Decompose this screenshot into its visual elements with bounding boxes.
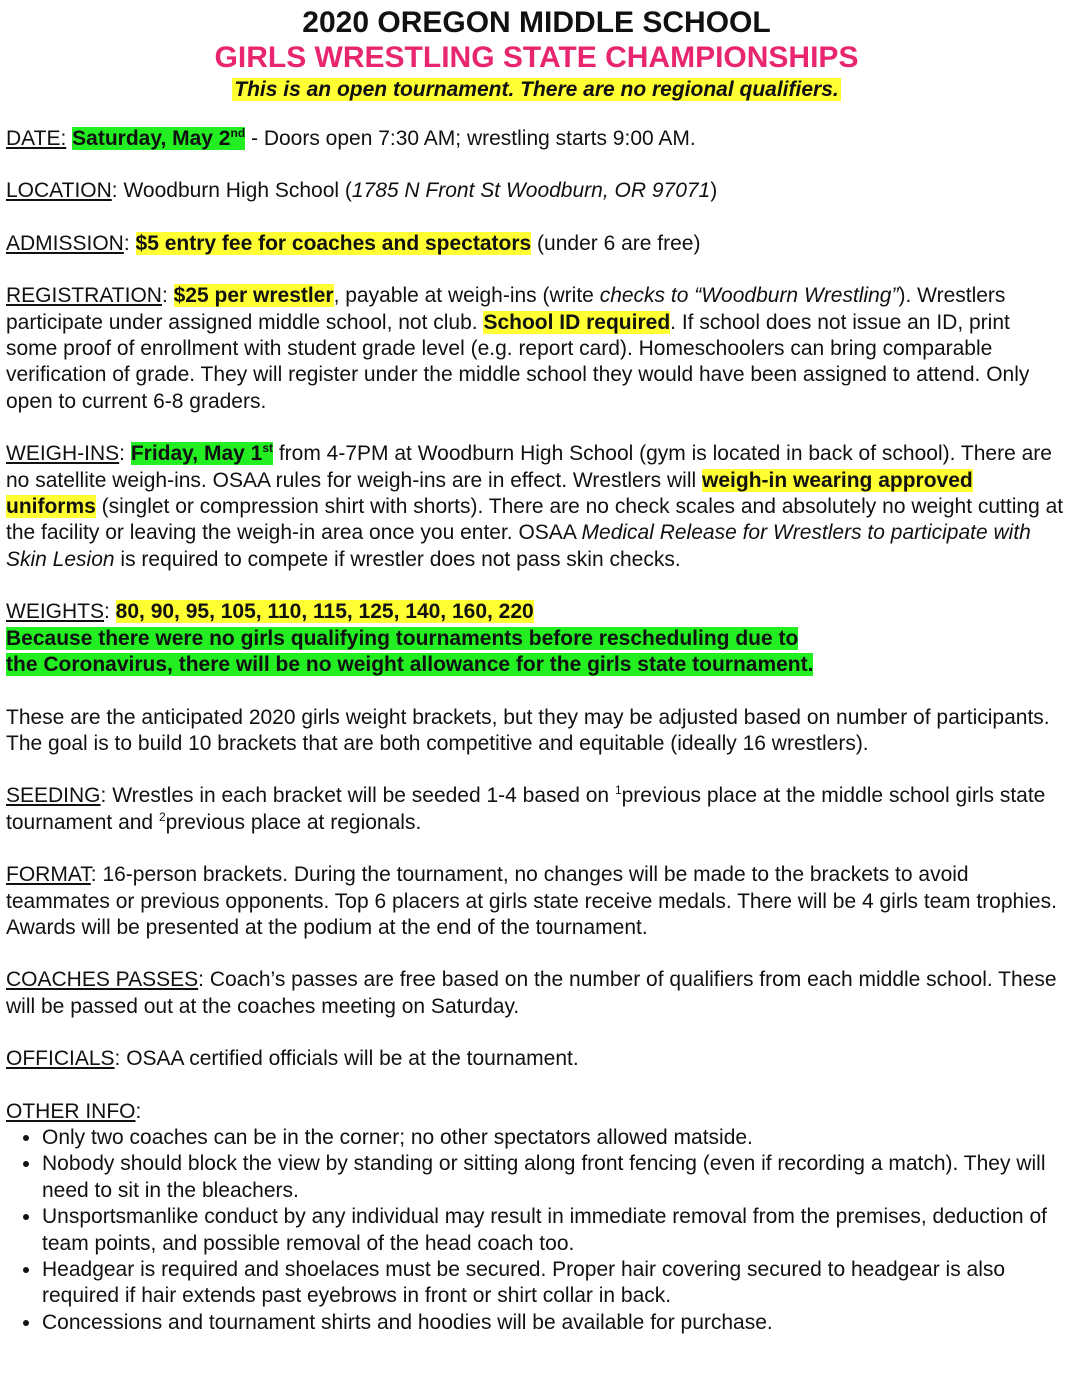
weighins-date-highlight bbox=[131, 442, 273, 465]
seeding-footnote-2: 2 bbox=[158, 809, 166, 824]
list-item: • Only two coaches can be in the corner; no other spectators allowed matside. bbox=[42, 1125, 1067, 1151]
registration-checks: checks to “Woodburn Wrestling” bbox=[599, 284, 899, 308]
weight-allowance-notice-2: the Coronavirus, there will be no weight allowance for the girls state tournament. bbox=[6, 653, 814, 677]
weight-allowance-notice-1: Because there were no girls qualifying tournaments before rescheduling due to bbox=[6, 626, 799, 650]
other-info-colon: : bbox=[135, 1099, 142, 1123]
coaches-passes-section bbox=[6, 967, 1067, 1020]
weighins-text-3: is required to compete if wrestler does not pass skin checks. bbox=[114, 547, 681, 571]
weighins-colon: : bbox=[119, 442, 131, 466]
registration-section bbox=[6, 283, 1067, 415]
registration-text: , payable at weigh-ins (write bbox=[333, 284, 600, 308]
admission-section bbox=[6, 231, 1067, 257]
admission-colon: : bbox=[123, 231, 136, 255]
coaches-passes-text: : Coach’s passes are free based on the number of qualifiers from each middle school. These will be passed out at the coaches meeting on Saturday. bbox=[6, 968, 1057, 1018]
weighins-text: from 4-7PM at Woodburn High School (gym is located in back of school). There are no satellite weigh-ins. OSAA rules for weigh-ins are in effect. Wrestlers will bbox=[6, 442, 1052, 492]
seeding-label: SEEDING bbox=[6, 784, 101, 808]
coaches-passes-label: COACHES PASSES bbox=[6, 968, 199, 992]
admission-label: ADMISSION bbox=[6, 231, 124, 255]
location-label: LOCATION bbox=[6, 179, 112, 203]
weights-colon: : bbox=[104, 600, 116, 624]
admission-note: (under 6 are free) bbox=[531, 231, 701, 255]
officials-section bbox=[6, 1046, 1067, 1072]
location-address: 1785 N Front St Woodburn, OR 97071 bbox=[351, 179, 711, 203]
list-item: • Concessions and tournament shirts and hoodies will be available for purchase. bbox=[42, 1310, 1067, 1336]
open-tournament-notice bbox=[6, 76, 1067, 104]
seeding-text: : Wrestles in each bracket will be seeded 1-4 based on bbox=[100, 784, 615, 808]
registration-label: REGISTRATION bbox=[6, 284, 162, 308]
other-info-section bbox=[6, 1099, 1067, 1125]
seeding-section bbox=[6, 783, 1067, 836]
medical-release: Medical Release for Wrestlers to participate with Skin Lesion bbox=[6, 521, 1031, 571]
format-section bbox=[6, 862, 1067, 941]
date-details: - Doors open 7:30 AM; wrestling starts 9:00 AM. bbox=[245, 127, 696, 150]
weighins-section bbox=[6, 441, 1067, 573]
officials-label: OFFICIALS bbox=[6, 1047, 115, 1071]
weights-list: 80, 90, 95, 105, 110, 115, 125, 140, 160, 220 bbox=[115, 600, 534, 624]
registration-text-3: . If school does not issue an ID, print some proof of enrollment with student grade level (e.g. report card). Homeschoolers can bring comparable verification of grade. They will register under the middle school they would have been assigned to attend. Only open to current 6-8 graders. bbox=[6, 310, 1030, 413]
admission-fee: $5 entry fee for coaches and spectators bbox=[135, 231, 532, 255]
approved-uniforms: weigh-in wearing approved uniforms bbox=[6, 468, 973, 519]
officials-text: : OSAA certified officials will be at the tournament. bbox=[114, 1047, 579, 1071]
date-suffix: nd bbox=[230, 126, 246, 140]
date-day: Saturday, May 2 bbox=[72, 127, 231, 150]
anticipated-brackets: These are the anticipated 2020 girls weight brackets, but they may be adjusted based on number of participants. The goal is to build 10 brackets that are both competitive and equitable (ideally 16 wrestlers). bbox=[6, 705, 1050, 755]
other-info-label: OTHER INFO bbox=[6, 1099, 136, 1123]
date-section bbox=[6, 126, 1067, 152]
document-page bbox=[0, 6, 1073, 1394]
location-text-end: ) bbox=[710, 179, 718, 203]
seeding-text-3: previous place at regionals. bbox=[165, 810, 422, 834]
list-item: • Nobody should block the view by standing or sitting along front fencing (even if recording a match). They will need to sit in the bleachers. bbox=[42, 1151, 1067, 1204]
weights-section bbox=[6, 599, 1067, 678]
format-text: : 16-person brackets. During the tournament, no changes will be made to the brackets to avoid teammates or previous opponents. Top 6 placers at girls state receive medals. There will be 4 girls team trophies. Awards will be presented at the podium at the end of the tournament. bbox=[6, 863, 1057, 939]
weighins-day: Friday, May 1 bbox=[130, 442, 263, 466]
seeding-text-2: previous place at the middle school girls state tournament and bbox=[6, 784, 1046, 834]
list-item: • Unsportsmanlike conduct by any individual may result in immediate removal from the premises, deduction of team points, and possible removal of the head coach too. bbox=[42, 1204, 1067, 1257]
location-section bbox=[6, 178, 1067, 204]
registration-colon: : bbox=[161, 284, 174, 308]
format-label: FORMAT bbox=[6, 863, 91, 887]
weighins-text-2: (singlet or compression shirt with shorts). There are no check scales and absolutely no weight cutting at the facility or leaving the weigh-in area once you enter. OSAA bbox=[6, 495, 1064, 545]
school-id-required: School ID required bbox=[483, 310, 671, 334]
weighins-suffix: st bbox=[262, 441, 274, 456]
document-title-championship: GIRLS WRESTLING STATE CHAMPIONSHIPS bbox=[214, 41, 859, 74]
other-info-list bbox=[6, 1125, 1067, 1336]
document-title: 2020 OREGON MIDDLE SCHOOL bbox=[302, 6, 771, 39]
list-item: • Headgear is required and shoelaces must be secured. Proper hair covering secured to headgear is also required if hair extends past eyebrows in front or shirt collar in back. bbox=[42, 1257, 1067, 1310]
seeding-footnote-1: 1 bbox=[614, 783, 622, 798]
location-text: : Woodburn High School ( bbox=[111, 179, 352, 203]
date-label: DATE: bbox=[6, 127, 67, 150]
registration-text-2: ). Wrestlers participate under assigned middle school, not club. bbox=[6, 284, 1006, 334]
weights-label: WEIGHTS bbox=[6, 600, 104, 624]
weighins-label: WEIGH-INS bbox=[6, 442, 120, 466]
registration-fee: $25 per wrestler bbox=[173, 284, 334, 308]
open-tournament-text: This is an open tournament. There are no regional qualifiers. bbox=[234, 78, 839, 101]
date-highlight bbox=[72, 127, 245, 150]
